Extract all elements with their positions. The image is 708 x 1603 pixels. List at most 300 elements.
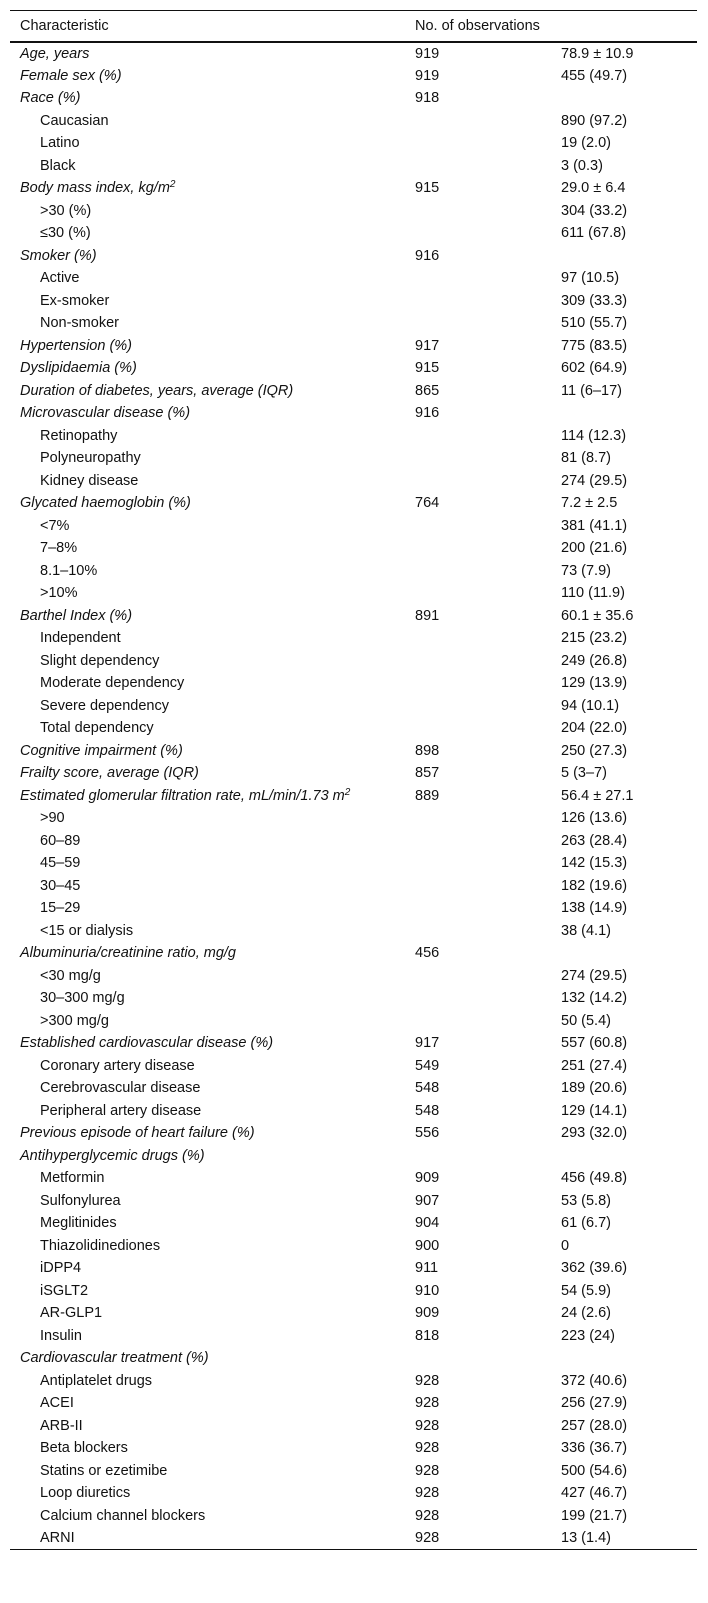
table-row [10, 1370, 697, 1393]
row-label-text: 60–89 [40, 832, 81, 849]
observation-count [405, 852, 551, 875]
characteristic-value: 110 (11.9) [561, 585, 625, 602]
characteristic-value: 381 (41.1) [561, 517, 628, 534]
characteristic-value: 182 (19.6) [561, 877, 628, 894]
observation-count: 907 [415, 1192, 440, 1209]
characteristic-label [10, 177, 405, 200]
characteristic-value: 5 (3–7) [561, 765, 607, 782]
subcategory-label [10, 537, 405, 560]
observation-count: 909 [415, 1170, 440, 1187]
observation-count [405, 717, 551, 740]
table-row [10, 1032, 697, 1055]
observation-count [405, 222, 551, 245]
observation-count [405, 560, 551, 583]
table-row [10, 1190, 697, 1213]
table-row [10, 1415, 697, 1438]
table-row [10, 492, 697, 515]
observation-count: 889 [415, 787, 440, 804]
table-row [10, 695, 697, 718]
table-row [10, 515, 697, 538]
subcategory-label [10, 1077, 405, 1100]
subcategory-label [10, 987, 405, 1010]
table-row [10, 965, 697, 988]
characteristic-value: 372 (40.6) [561, 1372, 628, 1389]
characteristic-value [551, 402, 697, 425]
subcategory-label [10, 312, 405, 335]
characteristic-value: 7.2 ± 2.5 [561, 495, 618, 512]
observation-count: 928 [415, 1417, 440, 1434]
characteristic-value: 132 (14.2) [561, 990, 628, 1007]
observation-count: 928 [415, 1440, 440, 1457]
table-row [10, 920, 697, 943]
subcategory-label [10, 447, 405, 470]
observation-count [405, 155, 551, 178]
characteristic-label [10, 1145, 405, 1168]
characteristic-value [551, 1145, 697, 1168]
table-body [10, 42, 697, 1550]
subcategory-label [10, 1437, 405, 1460]
subcategory-label [10, 1190, 405, 1213]
row-label-text: Caucasian [40, 112, 109, 129]
characteristic-value: 309 (33.3) [561, 292, 628, 309]
row-label-text: Estimated glomerular filtration rate, mL/min/1.73 m [20, 787, 345, 804]
observation-count: 548 [415, 1080, 440, 1097]
characteristic-value: 249 (26.8) [561, 652, 628, 669]
subcategory-label [10, 830, 405, 853]
characteristic-value: 263 (28.4) [561, 832, 628, 849]
row-label-text: Antiplatelet drugs [40, 1372, 153, 1389]
characteristic-value: 200 (21.6) [561, 540, 628, 557]
subcategory-label [10, 110, 405, 133]
observation-count [405, 132, 551, 155]
subcategory-label [10, 1370, 405, 1393]
subcategory-label [10, 672, 405, 695]
characteristic-value: 274 (29.5) [561, 967, 628, 984]
table-row [10, 1212, 697, 1235]
observation-count: 916 [415, 247, 440, 264]
table-row [10, 875, 697, 898]
subcategory-label [10, 1235, 405, 1258]
table-row [10, 942, 697, 965]
subcategory-label [10, 1392, 405, 1415]
observation-count: 456 [415, 945, 440, 962]
observation-count [405, 1010, 551, 1033]
observation-count [405, 830, 551, 853]
characteristic-value: 73 (7.9) [561, 562, 611, 579]
subcategory-label [10, 1302, 405, 1325]
table-row [10, 897, 697, 920]
observation-count [405, 200, 551, 223]
row-label-text: 8.1–10% [40, 562, 98, 579]
row-label-text: Meglitinides [40, 1215, 117, 1232]
table-row [10, 1460, 697, 1483]
table-row [10, 1325, 697, 1348]
row-label-text: Glycated haemoglobin (%) [20, 495, 191, 512]
subcategory-label [10, 470, 405, 493]
subcategory-label [10, 1167, 405, 1190]
observation-count: 556 [415, 1125, 440, 1142]
table-row [10, 1505, 697, 1528]
observation-count: 911 [415, 1260, 439, 1277]
row-label-text: Albuminuria/creatinine ratio, mg/g [20, 945, 236, 962]
characteristic-label [10, 1032, 405, 1055]
header-value [551, 11, 697, 42]
table-row [10, 267, 697, 290]
table-row [10, 1235, 697, 1258]
subcategory-label [10, 965, 405, 988]
table-row [10, 177, 697, 200]
row-label-text: Black [40, 157, 76, 174]
row-label-text: Ex-smoker [40, 292, 110, 309]
observation-count: 928 [415, 1395, 440, 1412]
table-row [10, 1100, 697, 1123]
table-row [10, 762, 697, 785]
characteristic-value: 336 (36.7) [561, 1440, 628, 1457]
observation-count: 865 [415, 382, 440, 399]
characteristic-label [10, 357, 405, 380]
observation-count [405, 447, 551, 470]
row-label-text: Barthel Index (%) [20, 607, 133, 624]
characteristic-label [10, 380, 405, 403]
table-row [10, 110, 697, 133]
table-row [10, 380, 697, 403]
observation-count: 917 [415, 1035, 440, 1052]
table-row [10, 132, 697, 155]
characteristic-label [10, 740, 405, 763]
row-label-text: Latino [40, 135, 80, 152]
row-label-text: Loop diuretics [40, 1485, 131, 1502]
observation-count: 916 [415, 405, 440, 422]
row-label-text: <7% [40, 517, 70, 534]
subcategory-label [10, 852, 405, 875]
observation-count [405, 807, 551, 830]
observation-count [405, 110, 551, 133]
table-row [10, 402, 697, 425]
characteristic-value: 775 (83.5) [561, 337, 628, 354]
observation-count: 900 [415, 1237, 440, 1254]
row-label-text: Calcium channel blockers [40, 1507, 206, 1524]
row-label-text: ARB-II [40, 1417, 83, 1434]
observation-count [405, 650, 551, 673]
subcategory-label [10, 1055, 405, 1078]
row-label-text: Severe dependency [40, 697, 169, 714]
row-label-text: Active [40, 270, 80, 287]
characteristic-value: 257 (28.0) [561, 1417, 628, 1434]
row-label-text: Frailty score, average (IQR) [20, 765, 199, 782]
observation-count: 928 [415, 1485, 440, 1502]
row-label-text: ≤30 (%) [40, 225, 91, 242]
characteristic-value: 204 (22.0) [561, 720, 628, 737]
row-label-text: Antihyperglycemic drugs (%) [20, 1147, 205, 1164]
subcategory-label [10, 875, 405, 898]
row-label-text: iDPP4 [40, 1260, 82, 1277]
row-label-text: >300 mg/g [40, 1012, 109, 1029]
characteristic-value: 250 (27.3) [561, 742, 628, 759]
row-label-text: Established cardiovascular disease (%) [20, 1035, 274, 1052]
observation-count: 918 [415, 90, 440, 107]
row-label-text: Thiazolidinediones [40, 1237, 161, 1254]
observation-count: 915 [415, 360, 440, 377]
characteristic-value: 0 [561, 1237, 570, 1254]
observation-count: 917 [415, 337, 440, 354]
observation-count: 919 [415, 45, 440, 62]
characteristic-value: 56.4 ± 27.1 [561, 787, 634, 804]
row-label-text: Sulfonylurea [40, 1192, 121, 1209]
subcategory-label [10, 1415, 405, 1438]
observation-count: 904 [415, 1215, 440, 1232]
table-row [10, 335, 697, 358]
subcategory-label [10, 290, 405, 313]
row-label-text: Kidney disease [40, 472, 139, 489]
table-row [10, 537, 697, 560]
characteristic-value: 97 (10.5) [561, 270, 620, 287]
characteristic-value: 142 (15.3) [561, 855, 628, 872]
observation-count [405, 470, 551, 493]
table-row [10, 1010, 697, 1033]
row-label-text: Female sex (%) [20, 67, 122, 84]
characteristic-value: 602 (64.9) [561, 360, 628, 377]
characteristic-value: 60.1 ± 35.6 [561, 607, 634, 624]
characteristic-label [10, 402, 405, 425]
table-row [10, 582, 697, 605]
characteristic-label [10, 492, 405, 515]
table-row [10, 1280, 697, 1303]
observation-count: 548 [415, 1102, 440, 1119]
observation-count [405, 672, 551, 695]
row-label-text: Moderate dependency [40, 675, 185, 692]
characteristic-value: 13 (1.4) [551, 1527, 697, 1550]
subcategory-label [10, 807, 405, 830]
table-row [10, 1257, 697, 1280]
row-label-text: >10% [40, 585, 78, 602]
header-row [10, 11, 697, 42]
subcategory-label [10, 1505, 405, 1528]
observation-count [405, 582, 551, 605]
table-row [10, 785, 697, 808]
characteristic-value: 38 (4.1) [561, 922, 611, 939]
characteristic-label [10, 605, 405, 628]
observation-count: 857 [415, 765, 440, 782]
table-row [10, 740, 697, 763]
row-label-text: ACEI [40, 1395, 74, 1412]
characteristic-value: 223 (24) [561, 1327, 616, 1344]
characteristic-label [10, 785, 405, 808]
observation-count: 919 [415, 67, 440, 84]
characteristic-value: 54 (5.9) [561, 1282, 611, 1299]
table-row [10, 1167, 697, 1190]
row-label-text: Metformin [40, 1170, 105, 1187]
observation-count: 910 [415, 1282, 440, 1299]
row-label-text: <30 mg/g [40, 967, 101, 984]
observation-count: 764 [415, 495, 440, 512]
characteristic-value: 890 (97.2) [561, 112, 628, 129]
superscript: 2 [344, 786, 351, 798]
subcategory-label [10, 650, 405, 673]
characteristic-label [10, 1347, 405, 1370]
observation-count: 928 [415, 1372, 440, 1389]
table-row [10, 447, 697, 470]
table-row [10, 290, 697, 313]
characteristic-value: 304 (33.2) [561, 202, 628, 219]
table-row [10, 42, 697, 65]
table-row [10, 560, 697, 583]
row-label-text: Polyneuropathy [40, 450, 141, 467]
subcategory-label [10, 1482, 405, 1505]
observation-count: 909 [415, 1305, 440, 1322]
row-label-text: 30–300 mg/g [40, 990, 125, 1007]
table-row [10, 357, 697, 380]
table-row [10, 1437, 697, 1460]
characteristic-value: 293 (32.0) [561, 1125, 628, 1142]
characteristic-label [10, 245, 405, 268]
characteristic-value: 138 (14.9) [561, 900, 628, 917]
characteristic-value: 19 (2.0) [561, 135, 611, 152]
table-row [10, 717, 697, 740]
characteristic-value: 3 (0.3) [561, 157, 603, 174]
subcategory-label [10, 717, 405, 740]
table-row [10, 1527, 697, 1550]
subcategory-label [10, 1325, 405, 1348]
observation-count [405, 312, 551, 335]
table-row [10, 470, 697, 493]
table-row [10, 245, 697, 268]
subcategory-label [10, 920, 405, 943]
row-label-text: 45–59 [40, 855, 81, 872]
row-label-text: Retinopathy [40, 427, 118, 444]
characteristic-value: 510 (55.7) [561, 315, 628, 332]
row-label-text: iSGLT2 [40, 1282, 89, 1299]
characteristic-value: 129 (13.9) [561, 675, 628, 692]
observation-count [405, 987, 551, 1010]
observation-count [405, 920, 551, 943]
row-label-text: ARNI [40, 1530, 75, 1546]
characteristics-table [10, 10, 697, 1550]
characteristic-value: 24 (2.6) [561, 1305, 611, 1322]
row-label-text: >90 [40, 810, 65, 827]
characteristic-value: 81 (8.7) [561, 450, 611, 467]
characteristic-value: 611 (67.8) [561, 225, 627, 242]
observation-count: 549 [415, 1057, 440, 1074]
row-label-text: Independent [40, 630, 121, 647]
observation-count [405, 425, 551, 448]
header-characteristic: Characteristic [10, 11, 405, 42]
characteristic-value [551, 245, 697, 268]
row-label-text: 7–8% [40, 540, 78, 557]
characteristic-value: 189 (20.6) [561, 1080, 628, 1097]
characteristic-value: 61 (6.7) [561, 1215, 611, 1232]
row-label-text: Microvascular disease (%) [20, 405, 191, 422]
subcategory-label [10, 222, 405, 245]
characteristic-value: 557 (60.8) [561, 1035, 628, 1052]
table-row [10, 807, 697, 830]
table-row [10, 1392, 697, 1415]
table-row [10, 1055, 697, 1078]
characteristic-value: 129 (14.1) [561, 1102, 628, 1119]
characteristic-label [10, 762, 405, 785]
characteristic-value: 114 (12.3) [561, 427, 627, 444]
characteristic-value: 427 (46.7) [561, 1485, 628, 1502]
row-label-text: Body mass index, kg/m [20, 180, 170, 197]
row-label-text: Peripheral artery disease [40, 1102, 202, 1119]
row-label-text: >30 (%) [40, 202, 92, 219]
subcategory-label [10, 1280, 405, 1303]
table-row [10, 830, 697, 853]
row-label-text: Total dependency [40, 720, 154, 737]
characteristic-value [551, 1347, 697, 1370]
characteristic-label [10, 335, 405, 358]
row-label-text: 30–45 [40, 877, 81, 894]
observation-count: 898 [415, 742, 440, 759]
observation-count: 928 [415, 1507, 440, 1524]
row-label-text: Non-smoker [40, 315, 119, 332]
observation-count [405, 627, 551, 650]
table-row [10, 200, 697, 223]
table-row [10, 222, 697, 245]
characteristic-value: 455 (49.7) [561, 67, 628, 84]
table-row [10, 65, 697, 88]
characteristics-table-container [10, 10, 697, 1550]
superscript: 2 [169, 179, 176, 191]
subcategory-label [10, 267, 405, 290]
observation-count: 928 [405, 1527, 551, 1550]
characteristic-value: 29.0 ± 6.4 [561, 180, 626, 197]
row-label-text: Cardiovascular treatment (%) [20, 1350, 209, 1367]
row-label-text: <15 or dialysis [40, 922, 134, 939]
characteristic-value: 274 (29.5) [561, 472, 628, 489]
table-row [10, 1302, 697, 1325]
row-label-text: Cerebrovascular disease [40, 1080, 201, 1097]
characteristic-value [551, 87, 697, 110]
characteristic-value: 215 (23.2) [561, 630, 628, 647]
table-row [10, 627, 697, 650]
subcategory-label [10, 1460, 405, 1483]
observation-count [405, 965, 551, 988]
characteristic-value: 456 (49.8) [561, 1170, 628, 1187]
characteristic-label [10, 87, 405, 110]
characteristic-label [10, 942, 405, 965]
characteristic-value: 199 (21.7) [561, 1507, 628, 1524]
characteristic-value: 251 (27.4) [561, 1057, 628, 1074]
row-label-text: AR-GLP1 [40, 1305, 103, 1322]
row-label-text: Statins or ezetimibe [40, 1462, 168, 1479]
observation-count [405, 267, 551, 290]
subcategory-label [10, 1212, 405, 1235]
observation-count [405, 897, 551, 920]
subcategory-label [10, 1257, 405, 1280]
row-label-text: Dyslipidaemia (%) [20, 360, 137, 377]
subcategory-label [10, 582, 405, 605]
table-row [10, 987, 697, 1010]
table-row [10, 672, 697, 695]
observation-count [405, 695, 551, 718]
observation-count [405, 1145, 551, 1168]
table-row [10, 1145, 697, 1168]
subcategory-label [10, 515, 405, 538]
table-row [10, 155, 697, 178]
table-row [10, 425, 697, 448]
table-row [10, 312, 697, 335]
observation-count [405, 515, 551, 538]
characteristic-value: 53 (5.8) [561, 1192, 611, 1209]
characteristic-value: 78.9 ± 10.9 [561, 45, 634, 62]
subcategory-label [10, 132, 405, 155]
row-label-text: Race (%) [20, 90, 81, 107]
observation-count [405, 875, 551, 898]
row-label-text: Slight dependency [40, 652, 160, 669]
characteristic-value: 256 (27.9) [561, 1395, 628, 1412]
observation-count: 915 [415, 180, 440, 197]
characteristic-label [10, 42, 405, 65]
